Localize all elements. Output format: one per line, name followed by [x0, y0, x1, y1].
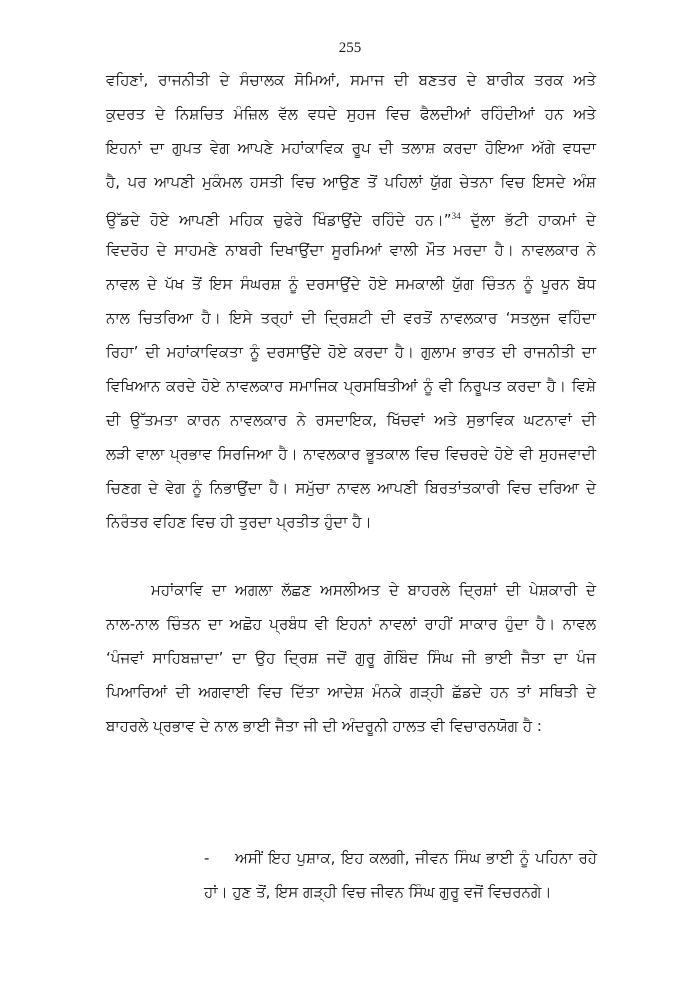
text-line: ਵਿਖਿਆਨ ਕਰਦੇ ਹੋਏ ਨਾਵਲਕਾਰ ਸਮਾਜਿਕ ਪ੍ਰਸਥਿਤੀਆਂ ਨੂੰ ਵੀ ਨਿਰੂਪਤ ਕਰਦਾ ਹੈ। ਵਿਸ਼ੇ [106, 377, 596, 395]
text-line: ਵਿਦਰੋਹ ਦੇ ਸਾਹਮਣੇ ਨਾਬਰੀ ਦਿਖਾਉਂਦਾ ਸੂਰਮਿਆਂ ਵਾਲੀ ਮੌਤ ਮਰਦਾ ਹੈ। ਨਾਵਲਕਾਰ ਨੇ [106, 241, 596, 259]
text-line: ਨਾਲ-ਨਾਲ ਚਿੰਤਨ ਦਾ ਅਛੋਹ ਪ੍ਰਬੰਧ ਵੀ ਇਹਨਾਂ ਨਾਵਲਾਂ ਰਾਹੀਂ ਸਾਕਾਰ ਹੁੰਦਾ ਹੈ। ਨਾਵਲ [106, 615, 596, 633]
quote-line: ਹਾਂ। ਹੁਣ ਤੋਂ, ਇਸ ਗੜ੍ਹੀ ਵਿਚ ਜੀਵਨ ਸਿੰਘ ਗੁਰੂ ਵਜੋਂ ਵਿਚਰਨਗੇ। [204, 883, 552, 901]
page-number: 255 [338, 40, 362, 56]
text-segment: ਦੁੱਲਾ ਭੱਟੀ ਹਾਕਮਾਂ ਦੇ [460, 211, 596, 229]
quote-line: ਅਸੀਂ ਇਹ ਪੁਸ਼ਾਕ, ਇਹ ਕਲਗੀ, ਜੀਵਨ ਸਿੰਘ ਭਾਈ ਨੂੰ ਪਹਿਨਾ ਰਹੇ [235, 849, 597, 867]
footnote-ref: 34 [451, 211, 461, 221]
text-line: ਰਿਹਾ’ ਦੀ ਮਹਾਂਕਾਵਿਕਤਾ ਨੂੰ ਦਰਸਾਉਂਦੇ ਹੋਏ ਕਰਦਾ ਹੈ। ਗੁਲਾਮ ਭਾਰਤ ਦੀ ਰਾਜਨੀਤੀ ਦਾ [106, 343, 596, 361]
text-line: ਕੁਦਰਤ ਦੇ ਨਿਸ਼ਚਿਤ ਮੰਜ਼ਿਲ ਵੱਲ ਵਧਦੇ ਸੁਹਜ ਵਿਚ ਫੈਲਦੀਆਂ ਰਹਿੰਦੀਆਂ ਹਨ ਅਤੇ [106, 105, 596, 123]
text-line [106, 206, 596, 230]
text-line: ਦੀ ਉੱਤਮਤਾ ਕਾਰਨ ਨਾਵਲਕਾਰ ਨੇ ਰਸਦਾਇਕ, ਖਿੱਚਵਾਂ ਅਤੇ ਸੁਭਾਵਿਕ ਘਟਨਾਵਾਂ ਦੀ [106, 411, 596, 429]
text-line: ਇਹਨਾਂ ਦਾ ਗੁਪਤ ਵੇਗ ਆਪਣੇ ਮਹਾਂਕਾਵਿਕ ਰੂਪ ਦੀ ਤਲਾਸ਼ ਕਰਦਾ ਹੋਇਆ ਅੱਗੇ ਵਧਦਾ [106, 139, 596, 157]
text-line: ‘ਪੰਜਵਾਂ ਸਾਹਿਬਜ਼ਾਦਾ’ ਦਾ ਉਹ ਦ੍ਰਿਸ਼ ਜਦੋਂ ਗੁਰੂ ਗੋਬਿੰਦ ਸਿੰਘ ਜੀ ਭਾਈ ਜੈਤਾ ਦਾ ਪੰਜ [106, 649, 596, 667]
text-line: ਵਹਿਣਾਂ, ਰਾਜਨੀਤੀ ਦੇ ਸੰਚਾਲਕ ਸੋਮਿਆਂ, ਸਮਾਜ ਦੀ ਬਣਤਰ ਦੇ ਬਾਰੀਕ ਤਰਕ ਅਤੇ [106, 71, 596, 89]
text-line: ਨਾਲ ਚਿਤਰਿਆ ਹੈ। ਇਸੇ ਤਰ੍ਹਾਂ ਦੀ ਦ੍ਰਿਸ਼ਟੀ ਦੀ ਵਰਤੋਂ ਨਾਵਲਕਾਰ ‘ਸਤਲੁਜ ਵਹਿੰਦਾ [106, 309, 596, 327]
text-line: ਨਾਵਲ ਦੇ ਪੱਖ ਤੋਂ ਇਸ ਸੰਘਰਸ਼ ਨੂੰ ਦਰਸਾਉਂਦੇ ਹੋਏ ਸਮਕਾਲੀ ਯੁੱਗ ਚਿੰਤਨ ਨੂੰ ਪੂਰਨ ਬੋਧ [106, 275, 596, 293]
text-line: ਲੜੀ ਵਾਲਾ ਪ੍ਰਭਾਵ ਸਿਰਜਿਆ ਹੈ। ਨਾਵਲਕਾਰ ਭੂਤਕਾਲ ਵਿਚ ਵਿਚਰਦੇ ਹੋਏ ਵੀ ਸੁਹਜਵਾਦੀ [106, 445, 596, 463]
text-line: ਹੈ, ਪਰ ਆਪਣੀ ਮੁਕੰਮਲ ਹਸਤੀ ਵਿਚ ਆਉਣ ਤੋਂ ਪਹਿਲਾਂ ਯੁੱਗ ਚੇਤਨਾ ਵਿਚ ਇਸਦੇ ਅੰਸ਼ [106, 173, 596, 191]
text-line: ਪਿਆਰਿਆਂ ਦੀ ਅਗਵਾਈ ਵਿਚ ਦਿੱਤਾ ਆਦੇਸ਼ ਮੰਨਕੇ ਗੜ੍ਹੀ ਛੱਡਦੇ ਹਨ ਤਾਂ ਸਥਿਤੀ ਦੇ [106, 683, 596, 701]
text-line: ਨਿਰੰਤਰ ਵਹਿਣ ਵਿਚ ਹੀ ਤੁਰਦਾ ਪ੍ਰਤੀਤ ਹੁੰਦਾ ਹੈ। [106, 513, 372, 531]
text-line: ਮਹਾਂਕਾਵਿ ਦਾ ਅਗਲਾ ਲੱਛਣ ਅਸਲੀਅਤ ਦੇ ਬਾਹਰਲੇ ਦ੍ਰਿਸ਼ਾਂ ਦੀ ਪੇਸ਼ਕਾਰੀ ਦੇ [151, 581, 596, 599]
quote-dash: - [204, 849, 210, 867]
text-line: ਚਿਣਗ ਦੇ ਵੇਗ ਨੂੰ ਨਿਭਾਉਂਦਾ ਹੈ। ਸਮੁੱਚਾ ਨਾਵਲ ਆਪਣੀ ਬਿਰਤਾਂਤਕਾਰੀ ਵਿਚ ਦਰਿਆ ਦੇ [106, 479, 596, 497]
text-line: ਬਾਹਰਲੇ ਪ੍ਰਭਾਵ ਦੇ ਨਾਲ ਭਾਈ ਜੈਤਾ ਜੀ ਦੀ ਅੰਦਰੂਨੀ ਹਾਲਤ ਵੀ ਵਿਚਾਰਨਯੋਗ ਹੈ : [106, 717, 542, 735]
text-segment: ਉੱਡਦੇ ਹੋਏ ਆਪਣੀ ਮਹਿਕ ਚੁਫੇਰੇ ਖਿੰਡਾਉਂਦੇ ਰਹਿੰਦੇ ਹਨ।” [106, 211, 452, 229]
